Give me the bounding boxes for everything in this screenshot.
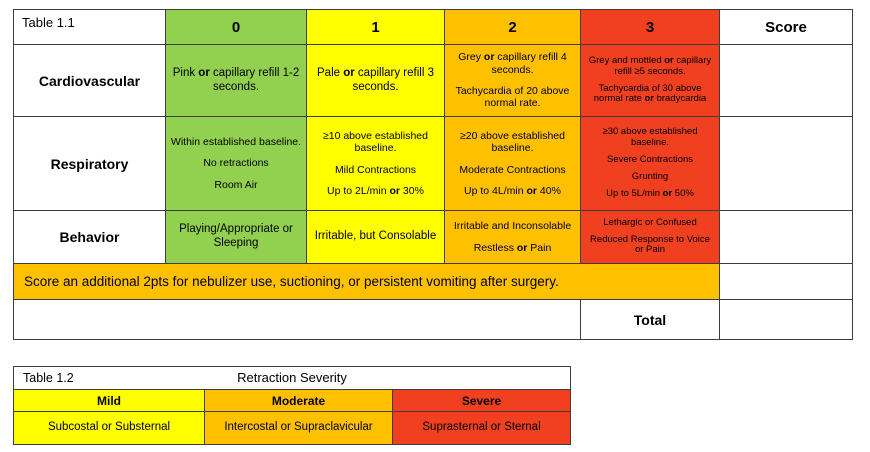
row-label-respiratory: Respiratory xyxy=(14,117,166,211)
total-label: Total xyxy=(581,300,720,340)
cell-cardiovascular-1: Pale or capillary refill 3 seconds. xyxy=(307,45,445,117)
severity-label-moderate: Moderate xyxy=(205,390,393,412)
table2-heading: Retraction Severity xyxy=(237,370,347,385)
scoring-table xyxy=(13,9,853,340)
cell-behavior-0: Playing/Appropriate or Sleeping xyxy=(166,211,307,264)
score-column-header: Score xyxy=(720,10,853,45)
severity-label-severe: Severe xyxy=(393,390,571,412)
table-row xyxy=(14,412,571,445)
score-cell-banner xyxy=(720,264,853,300)
table-row xyxy=(14,300,853,340)
cell-respiratory-1: ≥10 above established baseline. Mild Contractions Up to 2L/min or 30% xyxy=(307,117,445,211)
severity-desc-mild: Subcostal or Substernal xyxy=(14,412,205,445)
row-label-behavior: Behavior xyxy=(14,211,166,264)
cell-behavior-2: Irritable and Inconsolable Restless or Pain xyxy=(445,211,581,264)
additional-points-banner: Score an additional 2pts for nebulizer use, suctioning, or persistent vomiting after surgery. xyxy=(14,264,720,300)
severity-desc-moderate: Intercostal or Supraclavicular xyxy=(205,412,393,445)
score-col-header-1: 1 xyxy=(307,10,445,45)
score-col-header-2: 2 xyxy=(445,10,581,45)
row-label-cardiovascular: Cardiovascular xyxy=(14,45,166,117)
cell-behavior-3: Lethargic or Confused Reduced Response to Voice or Pain xyxy=(581,211,720,264)
score-cell-respiratory xyxy=(720,117,853,211)
cell-respiratory-0: Within established baseline. No retractions Room Air xyxy=(166,117,307,211)
table2-header xyxy=(14,367,571,390)
score-cell-cardiovascular xyxy=(720,45,853,117)
cell-respiratory-3: ≥30 above established baseline. Severe Contractions Grunting Up to 5L/min or 50% xyxy=(581,117,720,211)
table-row xyxy=(14,264,853,300)
total-row-spacer xyxy=(14,300,581,340)
score-cell-behavior xyxy=(720,211,853,264)
cell-respiratory-2: ≥20 above established baseline. Moderate Contractions Up to 4L/min or 40% xyxy=(445,117,581,211)
table-row xyxy=(14,211,853,264)
total-score-cell xyxy=(720,300,853,340)
severity-desc-severe: Suprasternal or Sternal xyxy=(393,412,571,445)
table1-title: Table 1.1 xyxy=(14,10,166,45)
table-row xyxy=(14,117,853,211)
cell-cardiovascular-3: Grey and mottled or capillary refill ≥5 seconds. Tachycardia of 30 above normal rate or bradycardia xyxy=(581,45,720,117)
table-row xyxy=(14,45,853,117)
table2-title: Table 1.2 xyxy=(23,371,74,385)
cell-cardiovascular-0: Pink or capillary refill 1-2 seconds. xyxy=(166,45,307,117)
severity-label-mild: Mild xyxy=(14,390,205,412)
score-col-header-3: 3 xyxy=(581,10,720,45)
cell-behavior-1: Irritable, but Consolable xyxy=(307,211,445,264)
cell-cardiovascular-2: Grey or capillary refill 4 seconds. Tachycardia of 20 above normal rate. xyxy=(445,45,581,117)
score-col-header-0: 0 xyxy=(166,10,307,45)
retraction-severity-table xyxy=(13,366,571,445)
table-row xyxy=(14,390,571,412)
